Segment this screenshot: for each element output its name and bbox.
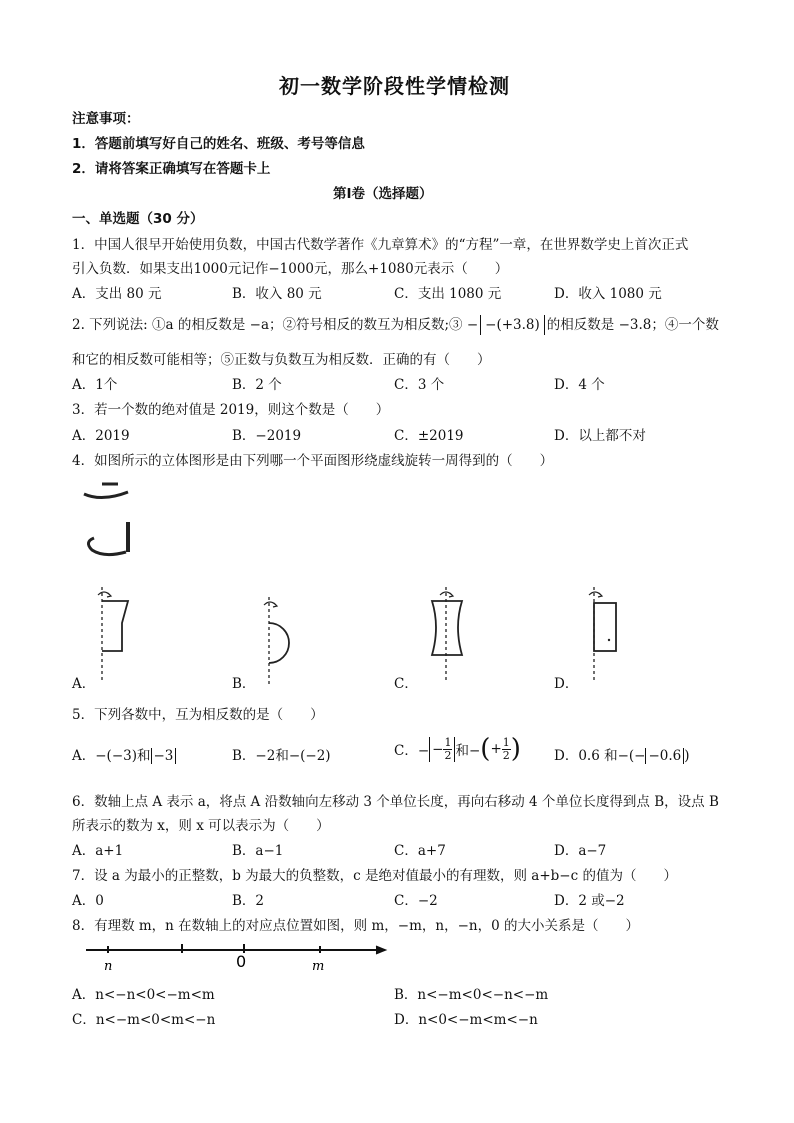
q6-line2: 所表示的数为 x，则 x 可以表示为（ ） xyxy=(72,818,330,834)
q5-a-abs: −3 xyxy=(151,748,177,764)
q6-option-b: B．a−1 xyxy=(232,843,284,859)
axis-label-m: m xyxy=(312,959,325,974)
q3-option-b: B．−2019 xyxy=(232,428,302,444)
q6-line1: 6．数轴上点 A 表示 a，将点 A 沿数轴向左移动 3 个单位长度，再向右移动 4 个单位长度得到点 B，设点 B xyxy=(72,794,719,810)
q3-line1: 3．若一个数的绝对值是 2019，则这个数是（ ） xyxy=(72,402,390,418)
q1-option-a: A．支出 80 元 xyxy=(72,286,162,302)
q5-c-minus: − xyxy=(432,741,444,757)
q5-d-text: D．0.6 和−(− xyxy=(554,748,646,764)
q2-option-c: C．3 个 xyxy=(394,377,445,393)
q2-bracket-expr xyxy=(480,315,545,335)
q6-option-a: A．a+1 xyxy=(72,843,124,859)
q2-option-d: D．4 个 xyxy=(554,377,605,393)
q4-option-c: C． xyxy=(394,676,418,692)
q4-shape-d xyxy=(580,585,630,685)
q7-line1: 7．设 a 为最小的正整数，b 为最大的负整数，c 是绝对值最小的有理数，则 a+b−c 的值为（ ） xyxy=(72,868,677,884)
q5-option-a xyxy=(72,744,176,764)
q1-line1: 1．中国人很早开始使用负数，中国古代数学著作《九章算术》的“方程”一章，在世界数学史上首次正式 xyxy=(72,237,689,253)
q5-line1: 5．下列各数中，互为相反数的是（ ） xyxy=(72,707,324,723)
q2-bracket-value: −(+3.8) xyxy=(485,317,540,333)
q1-option-d: D．收入 1080 元 xyxy=(554,286,662,302)
q4-shape-b xyxy=(255,595,305,690)
q6-option-c: C．a+7 xyxy=(394,843,446,859)
q1-option-c: C．支出 1080 元 xyxy=(394,286,502,302)
q6-option-d: D．a−7 xyxy=(554,843,607,859)
q5-option-b: B．−2和−(−2) xyxy=(232,748,331,764)
q7-option-c: C．−2 xyxy=(394,893,438,909)
q3-option-d: D．以上都不对 xyxy=(554,428,646,444)
solid-figure xyxy=(80,480,140,570)
q5-c-abs xyxy=(429,737,455,762)
q1-option-b: B．收入 80 元 xyxy=(232,286,322,302)
q3-option-c: C．±2019 xyxy=(394,428,464,444)
q5-c-mid: 和− xyxy=(455,743,481,759)
q5-c-prefix: C．− xyxy=(394,743,430,759)
q7-option-d: D．2 或−2 xyxy=(554,893,625,909)
q2-line2: 和它的相反数可能相等；⑤正数与负数互为相反数．正确的有（ ） xyxy=(72,352,491,368)
q7-option-a: A．0 xyxy=(72,893,104,909)
q2-option-b: B．2 个 xyxy=(232,377,282,393)
volume-label: 第I卷（选择题） xyxy=(333,186,433,202)
q5-c-frac1-num: 1 xyxy=(444,735,452,749)
q8-option-c: C．n<−m<0<m<−n xyxy=(72,1012,216,1028)
q5-c-frac1 xyxy=(443,737,452,762)
q5-option-d xyxy=(554,744,690,764)
q4-option-b: B． xyxy=(232,676,256,692)
q5-c-frac1-den: 2 xyxy=(444,748,452,762)
q5-c-paren-close: ) xyxy=(510,734,521,764)
q2-option-a: A．1个 xyxy=(72,377,118,393)
q7-option-b: B．2 xyxy=(232,893,265,909)
q4-line1: 4．如图所示的立体图形是由下列哪一个平面图形绕虚线旋转一周得到的（ ） xyxy=(72,453,554,469)
q5-c-frac2 xyxy=(502,737,511,762)
q1-line2: 引入负数．如果支出1000元记作−1000元，那么+1080元表示（ ） xyxy=(72,261,509,277)
q8-line1: 8．有理数 m，n 在数轴上的对应点位置如图，则 m，−m，n，−n，0 的大小关系是（ ） xyxy=(72,918,639,934)
q4-option-a: A． xyxy=(72,676,96,692)
q5-option-c xyxy=(394,734,521,764)
section-heading: 一、单选题（30 分） xyxy=(72,211,204,227)
q5-d-abs: −0.6 xyxy=(645,748,684,764)
q2-line1-part-c: 的相反数是 −3.8；④一个数 xyxy=(546,317,719,333)
q8-option-a: A．n<−n<0<−m<m xyxy=(72,987,215,1003)
note-2: 2．请将答案正确填写在答题卡上 xyxy=(72,161,271,177)
q5-c-frac2-den: 2 xyxy=(502,748,510,762)
q3-option-a: A．2019 xyxy=(72,428,130,444)
q5-c-plus: + xyxy=(490,741,502,757)
notes-title: 注意事项： xyxy=(72,111,140,127)
q4-shape-c xyxy=(420,585,480,685)
q8-option-b: B．n<−m<0<−n<−m xyxy=(394,987,549,1003)
page-title: 初一数学阶段性学情检测 xyxy=(279,74,510,98)
q5-d-close: ) xyxy=(684,748,690,764)
q4-shape-a xyxy=(90,585,140,685)
q2-line1-part-a: 2. 下列说法: ①a 的相反数是 −a；②符号相反的数互为相反数;③ − xyxy=(72,317,479,333)
axis-label-n: n xyxy=(104,959,113,974)
q4-option-d: D． xyxy=(554,676,579,692)
q8-option-d: D．n<0<−m<m<−n xyxy=(394,1012,538,1028)
q5-c-paren: ( xyxy=(480,734,491,764)
number-line xyxy=(84,940,394,974)
axis-label-zero: 0 xyxy=(236,952,247,971)
note-1: 1．答题前填写好自己的姓名、班级、考号等信息 xyxy=(72,136,365,152)
q5-a-text: A．−(−3)和 xyxy=(72,748,151,764)
q5-c-frac2-num: 1 xyxy=(502,735,510,749)
q2-line1 xyxy=(72,313,719,335)
